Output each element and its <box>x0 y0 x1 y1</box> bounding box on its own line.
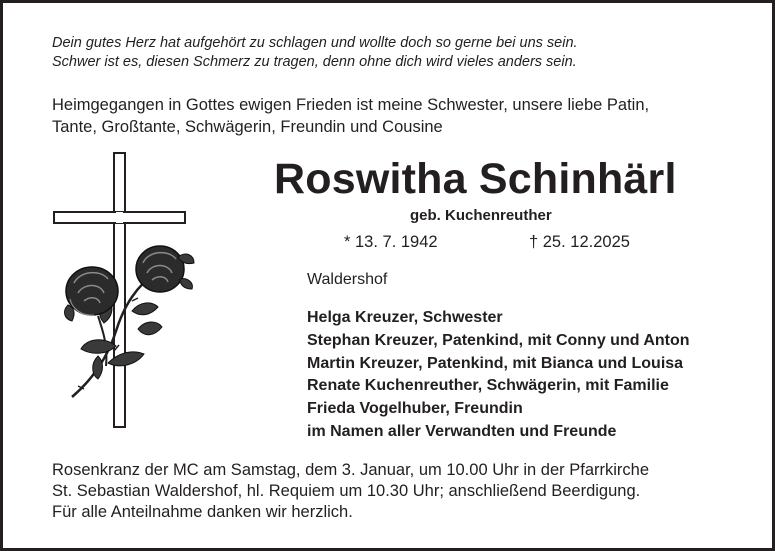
death-date: † 25. 12.2025 <box>529 233 630 251</box>
mourner-line: Renate Kuchenreuther, Schwägerin, mit Familie <box>307 377 669 395</box>
mourner-line: Martin Kreuzer, Patenkind, mit Bianca und Louisa <box>307 354 684 372</box>
mourner-line: Frieda Vogelhuber, Freundin <box>307 400 523 418</box>
roses-icon <box>65 246 194 397</box>
poem <box>52 34 752 72</box>
deceased-name: Roswitha Schinhärl <box>274 155 677 203</box>
intro-line: Heimgegangen in Gottes ewigen Frieden ist meine Schwester, unsere liebe Patin, <box>52 96 650 114</box>
closing-line: St. Sebastian Waldershof, hl. Requiem um 10.30 Uhr; anschließend Beerdigung. <box>52 482 641 500</box>
mourner-line: im Namen aller Verwandten und Freunde <box>307 422 617 440</box>
mourner-line: Helga Kreuzer, Schwester <box>307 309 503 326</box>
closing-line: Für alle Anteilnahme danken wir herzlich. <box>52 503 353 521</box>
poem-line: Dein gutes Herz hat aufgehört zu schlagen und wollte doch so gerne bei uns sein. <box>52 35 578 51</box>
poem-line: Schwer ist es, diesen Schmerz zu tragen, denn ohne dich wird vieles anders sein. <box>52 54 577 70</box>
birth-date: * 13. 7. 1942 <box>344 233 438 251</box>
closing-line: Rosenkranz der MC am Samstag, dem 3. Januar, um 10.00 Uhr in der Pfarrkirche <box>52 461 650 479</box>
place-name: Waldershof <box>307 271 388 288</box>
intro-line: Tante, Großtante, Schwägerin, Freundin und Cousine <box>52 118 443 136</box>
cross-with-roses-emblem <box>48 151 203 431</box>
closing-text <box>52 460 752 523</box>
mourner-line: Stephan Kreuzer, Patenkind, mit Conny und Anton <box>307 331 690 349</box>
maiden-name: geb. Kuchenreuther <box>410 207 552 224</box>
mourners-list <box>307 307 690 444</box>
intro-text <box>52 94 752 138</box>
